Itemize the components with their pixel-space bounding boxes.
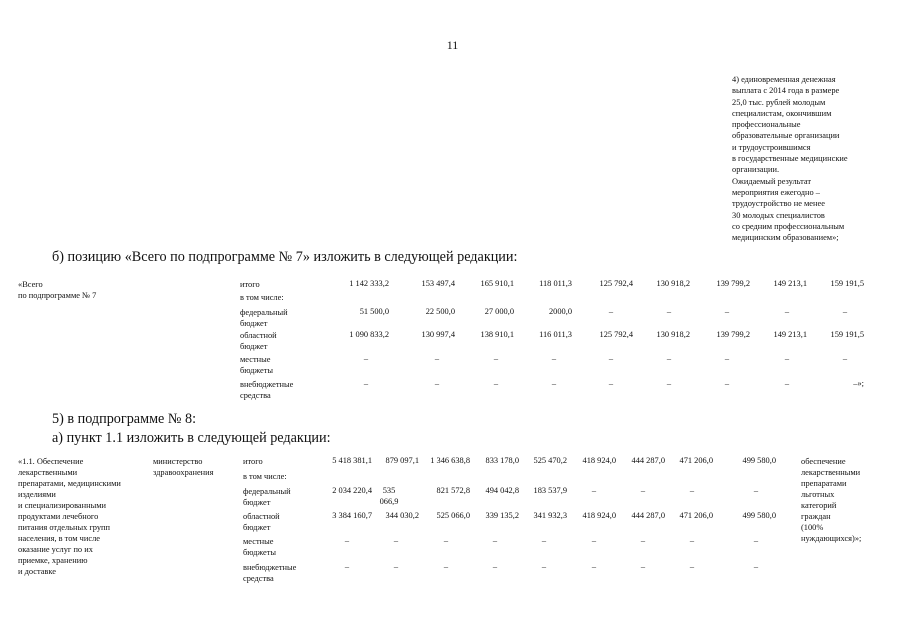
row-label: местные <box>240 355 271 364</box>
table-cell: – <box>591 536 597 545</box>
note-line: трудоустройство не менее <box>732 199 825 209</box>
note-line: Ожидаемый результат <box>732 176 812 186</box>
table-cell: – <box>591 486 597 495</box>
table-cell: – <box>344 562 350 571</box>
table-cell: 139 799,2 <box>716 279 750 288</box>
row-label: областной <box>240 331 277 340</box>
name-line: оказание услуг по их <box>18 545 93 554</box>
name-line: «Всего <box>18 280 43 289</box>
table-cell: 418 924,0 <box>582 456 616 465</box>
table-cell: – <box>551 379 557 388</box>
table-cell: 116 011,3 <box>539 330 572 339</box>
table-cell: – <box>724 307 730 316</box>
table-cell: 149 213,1 <box>773 330 807 339</box>
note-line: 30 молодых специалистов <box>732 210 825 220</box>
table-cell: – <box>608 379 614 388</box>
row-label: средства <box>240 391 271 400</box>
table-cell: – <box>434 354 440 363</box>
name-line: по подпрограмме № 7 <box>18 291 97 300</box>
table-cell: – <box>724 354 730 363</box>
table-cell: 159 191,5 <box>830 330 864 339</box>
table-cell: 183 537,9 <box>533 486 567 495</box>
measure-description-note <box>732 74 848 243</box>
note-line: профессиональные <box>732 120 801 130</box>
table-cell: 418 924,0 <box>582 511 616 520</box>
table-cell: 5 418 381,1 <box>332 456 372 465</box>
table-cell: 525 066,0 <box>436 511 470 520</box>
table-cell: 138 910,1 <box>480 330 514 339</box>
note-line: специалистам, окончившим <box>732 108 832 118</box>
executor-line: министерство <box>153 457 203 466</box>
row-label: средства <box>243 574 274 583</box>
note-line: выплата с 2014 года в размере <box>732 86 840 96</box>
table-cell: 130 918,2 <box>656 279 690 288</box>
table-cell: 165 910,1 <box>480 279 514 288</box>
row-label: бюджеты <box>243 548 277 557</box>
page-number: 11 <box>446 38 459 52</box>
table-cell: 27 000,0 <box>484 307 514 316</box>
table-cell: – <box>640 486 646 495</box>
result-line: льготных <box>801 490 835 499</box>
row-label: итого <box>240 280 260 289</box>
result-line: нуждающихся)»; <box>801 534 862 543</box>
table-cell: – <box>551 354 557 363</box>
row-label: местные <box>243 537 274 546</box>
name-line: лекарственными <box>18 468 78 477</box>
table-cell: 471 206,0 <box>679 456 713 465</box>
table-cell: – <box>434 379 440 388</box>
table-cell: 494 042,8 <box>485 486 519 495</box>
row-label: федеральный <box>240 308 288 317</box>
table-cell: – <box>493 354 499 363</box>
table-cell: – <box>541 562 547 571</box>
table-cell: – <box>608 307 614 316</box>
name-line: «1.1. Обеспечение <box>18 457 84 466</box>
row-label: бюджеты <box>240 366 274 375</box>
table-cell: 1 346 638,8 <box>430 456 470 465</box>
table-cell: 821 572,8 <box>436 486 470 495</box>
table-cell: 139 799,2 <box>716 330 750 339</box>
table-cell: – <box>666 354 672 363</box>
heading-b: б) позицию «Всего по подпрограмме № 7» изложить в следующей редакции: <box>52 249 518 265</box>
note-line: мероприятия ежегодно – <box>732 187 820 197</box>
result-line: категорий <box>801 501 837 510</box>
table-cell: – <box>689 536 695 545</box>
table-cell: – <box>393 562 399 571</box>
table-cell: – <box>724 379 730 388</box>
name-line: питания отдельных групп <box>18 523 111 532</box>
table-cell: – <box>492 562 498 571</box>
table-cell: 066,9 <box>379 497 399 506</box>
table-cell: – <box>541 536 547 545</box>
table-cell: – <box>393 536 399 545</box>
table-cell: – <box>492 536 498 545</box>
table-cell: – <box>640 562 646 571</box>
table-cell: – <box>608 354 614 363</box>
table-cell: 833 178,0 <box>485 456 519 465</box>
table-cell: 2000,0 <box>548 307 572 316</box>
name-line: препаратами, медицинскими <box>18 479 121 488</box>
row-label: в том числе: <box>240 293 284 302</box>
name-line: приемке, хранению <box>18 556 88 565</box>
row-label: внебюджетные <box>240 380 294 389</box>
table-cell: – <box>753 562 759 571</box>
name-line: изделиями <box>18 490 56 499</box>
table-cell: – <box>842 354 848 363</box>
row-label: областной <box>243 512 280 521</box>
table-cell: 22 500,0 <box>425 307 455 316</box>
table-cell: 2 034 220,4 <box>332 486 372 495</box>
table-cell: 130 918,2 <box>656 330 690 339</box>
table-cell: – <box>784 354 790 363</box>
table-cell: – <box>666 307 672 316</box>
table-cell: 149 213,1 <box>773 279 807 288</box>
table-cell: 525 470,2 <box>533 456 567 465</box>
table-cell: 130 997,4 <box>421 330 455 339</box>
executor-line: здравоохранения <box>153 468 214 477</box>
result-line: обеспечение <box>801 457 846 466</box>
table-cell: 1 090 833,2 <box>349 330 389 339</box>
row-label: в том числе: <box>243 472 287 481</box>
row-label: федеральный <box>243 487 291 496</box>
table-cell: 879 097,1 <box>385 456 419 465</box>
table-cell: – <box>784 379 790 388</box>
table-cell: 471 206,0 <box>679 511 713 520</box>
table-cell: 1 142 333,2 <box>349 279 389 288</box>
table-cell: – <box>363 379 369 388</box>
table-cell: – <box>784 307 790 316</box>
note-line: образовательные организации <box>732 131 840 141</box>
table-cell: – <box>842 307 848 316</box>
note-line: организации. <box>732 165 780 175</box>
table-cell: 125 792,4 <box>599 330 633 339</box>
table-cell: – <box>443 562 449 571</box>
table-cell: – <box>753 536 759 545</box>
note-line: 25,0 тыс. рублей молодым <box>732 97 826 107</box>
name-line: населения, в том числе <box>18 534 100 543</box>
table-cell: 125 792,4 <box>599 279 633 288</box>
table-cell: 159 191,5 <box>830 279 864 288</box>
heading-5: 5) в подпрограмме № 8: <box>52 411 197 427</box>
table-cell: – <box>666 379 672 388</box>
table-cell: – <box>344 536 350 545</box>
table-cell: 3 384 160,7 <box>332 511 372 520</box>
row-label: бюджет <box>240 342 268 351</box>
table-cell: 118 011,3 <box>539 279 572 288</box>
table-cell: – <box>363 354 369 363</box>
table-cell: 444 287,0 <box>631 511 665 520</box>
row-label: бюджет <box>243 498 271 507</box>
table-cell: 341 932,3 <box>533 511 567 520</box>
note-line: со средним профессиональным <box>732 221 845 231</box>
result-line: (100% <box>801 523 824 532</box>
note-line: в государственные медицинские <box>732 154 848 164</box>
table-cell: – <box>591 562 597 571</box>
table-cell: – <box>493 379 499 388</box>
table-cell: 535 <box>382 486 396 495</box>
table-cell: –»; <box>853 379 864 388</box>
name-line: продуктами лечебного <box>18 512 99 521</box>
row-label: бюджет <box>240 319 268 328</box>
row-label: итого <box>243 457 263 466</box>
table-cell: 153 497,4 <box>421 279 455 288</box>
table-cell: 444 287,0 <box>631 456 665 465</box>
result-line: препаратами <box>801 479 847 488</box>
result-line: лекарственными <box>801 468 861 477</box>
table-cell: – <box>640 536 646 545</box>
result-line: граждан <box>801 512 831 521</box>
table-cell: – <box>443 536 449 545</box>
heading-a: а) пункт 1.1 изложить в следующей редакции: <box>52 430 331 446</box>
row-label: бюджет <box>243 523 271 532</box>
table-cell: – <box>753 486 759 495</box>
table-cell: 339 135,2 <box>485 511 519 520</box>
note-line: 4) единовременная денежная <box>732 75 836 84</box>
name-line: и доставке <box>18 567 56 576</box>
note-line: медицинским образованием»; <box>732 233 839 243</box>
table-cell: 499 580,0 <box>742 511 776 520</box>
table-cell: – <box>689 562 695 571</box>
table-cell: 51 500,0 <box>359 307 389 316</box>
name-line: и специализированными <box>18 501 107 510</box>
table-cell: 344 030,2 <box>385 511 419 520</box>
note-line: и трудоустроившимся <box>732 142 811 152</box>
table-cell: 499 580,0 <box>742 456 776 465</box>
table-cell: – <box>689 486 695 495</box>
row-label: внебюджетные <box>243 563 297 572</box>
